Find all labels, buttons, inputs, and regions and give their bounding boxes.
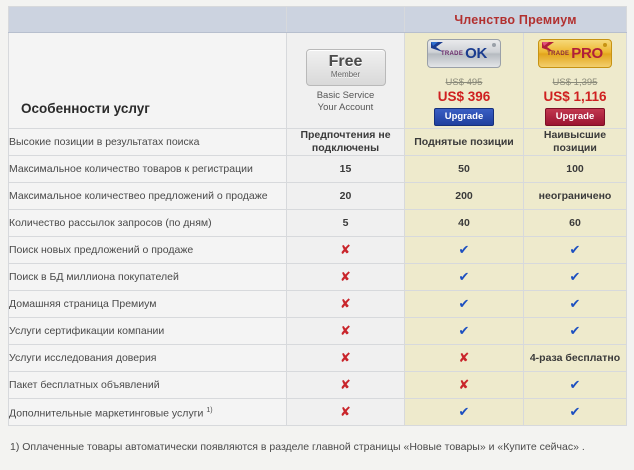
feature-label xyxy=(9,345,287,372)
cross-icon: ✘ xyxy=(340,349,351,365)
feature-label xyxy=(9,156,287,183)
feature-label xyxy=(9,318,287,345)
feature-label xyxy=(9,291,287,318)
check-icon: ✔ xyxy=(458,241,470,257)
trade-ok-badge-big: OK xyxy=(465,44,488,62)
cell-pro xyxy=(524,345,627,372)
cell-ok xyxy=(405,399,524,426)
table-row xyxy=(9,345,627,372)
cell-ok xyxy=(405,183,524,210)
cross-icon: ✘ xyxy=(340,322,351,338)
trade-ok-badge-icon xyxy=(427,39,501,68)
cell-free xyxy=(287,237,405,264)
plan-pro-cell xyxy=(524,33,627,129)
page-title: Особенности услуг xyxy=(21,101,150,116)
cell-ok xyxy=(405,318,524,345)
feature-label-text: Поиск в БД миллиона покупателей xyxy=(9,270,179,283)
trade-ok-badge-small: TRADE xyxy=(440,50,464,57)
band-blank-left xyxy=(9,7,287,33)
cross-icon: ✘ xyxy=(458,376,470,392)
free-sub-line-2: Your Account xyxy=(317,102,374,113)
cross-icon: ✘ xyxy=(340,376,351,392)
premium-membership-header: Членство Премиум xyxy=(405,7,627,33)
cell-ok xyxy=(405,264,524,291)
check-icon: ✔ xyxy=(569,241,581,257)
cross-icon: ✘ xyxy=(340,295,351,311)
cell-free xyxy=(287,372,405,399)
cell-free xyxy=(287,183,405,210)
cell-value: 100 xyxy=(566,162,584,175)
feature-label-text: Домашняя страница Премиум xyxy=(9,297,157,310)
cell-ok xyxy=(405,237,524,264)
feature-label xyxy=(9,399,287,426)
cell-value: 60 xyxy=(569,216,581,229)
check-icon: ✔ xyxy=(569,376,581,392)
plan-free-cell xyxy=(287,33,405,129)
table-row xyxy=(9,399,627,426)
cell-ok xyxy=(405,372,524,399)
feature-label-text: Максимальное количество товаров к регистрации xyxy=(9,162,253,175)
band-blank-free xyxy=(287,7,405,33)
cell-pro xyxy=(524,291,627,318)
feature-label-text: Количество рассылок запросов (по дням) xyxy=(9,216,212,229)
check-icon: ✔ xyxy=(458,322,470,338)
cell-value: Предпочтения не подключены xyxy=(300,129,391,154)
trade-pro-badge-text xyxy=(539,45,611,63)
feature-label-text: Услуги исследования доверия xyxy=(9,351,157,364)
cell-pro xyxy=(524,318,627,345)
cell-value: 20 xyxy=(339,189,352,202)
cell-pro xyxy=(524,399,627,426)
check-icon: ✔ xyxy=(569,403,581,419)
plan-ok-cell xyxy=(405,33,524,129)
feature-label xyxy=(9,264,287,291)
footnote: 1) Оплаченные товары автоматически появляются в разделе главной страницы «Новые товары» и «Купите сейчас» . xyxy=(10,441,585,453)
pro-new-price: US$ 1,116 xyxy=(543,88,607,104)
feature-label xyxy=(9,210,287,237)
feature-footnote-marker: 1) xyxy=(206,406,213,414)
cell-pro xyxy=(524,264,627,291)
cell-free xyxy=(287,156,405,183)
cross-icon: ✘ xyxy=(458,349,470,365)
trade-ok-badge-text xyxy=(428,45,500,63)
free-badge-subtitle: Member xyxy=(330,70,361,79)
check-icon: ✔ xyxy=(458,295,470,311)
cell-free xyxy=(287,264,405,291)
feature-label xyxy=(9,372,287,399)
trade-pro-badge-icon xyxy=(538,39,612,68)
cell-pro xyxy=(524,156,627,183)
table-row xyxy=(9,237,627,264)
check-icon: ✔ xyxy=(458,268,470,284)
cell-pro xyxy=(524,372,627,399)
top-band-row xyxy=(9,7,627,33)
cell-free xyxy=(287,210,405,237)
table-row xyxy=(9,129,627,156)
cell-value: Поднятые позиции xyxy=(414,135,514,148)
cell-ok xyxy=(405,345,524,372)
cell-ok xyxy=(405,291,524,318)
cell-value: 50 xyxy=(458,162,470,175)
cell-pro xyxy=(524,237,627,264)
cell-free xyxy=(287,345,405,372)
cell-free xyxy=(287,129,405,156)
pro-upgrade-button[interactable]: Upgrade xyxy=(545,108,606,126)
feature-label-text: Поиск новых предложений о продаже xyxy=(9,243,194,256)
feature-label-text: Максимальное количествео предложений о продаже xyxy=(9,189,268,202)
ok-new-price: US$ 396 xyxy=(437,88,491,104)
cell-value: 200 xyxy=(455,189,473,202)
table-row xyxy=(9,210,627,237)
cross-icon: ✘ xyxy=(340,403,351,419)
table-row xyxy=(9,372,627,399)
ok-old-price: US$ 495 xyxy=(445,76,483,88)
cell-free xyxy=(287,318,405,345)
table-row xyxy=(9,264,627,291)
free-sub-line-1: Basic Service xyxy=(316,90,375,101)
cell-value: 15 xyxy=(339,162,352,175)
table-row xyxy=(9,291,627,318)
table-row xyxy=(9,183,627,210)
cell-free xyxy=(287,399,405,426)
check-icon: ✔ xyxy=(569,268,581,284)
feature-label xyxy=(9,183,287,210)
cell-value: 40 xyxy=(458,216,470,229)
cross-icon: ✘ xyxy=(340,241,351,257)
free-badge-title: Free xyxy=(328,53,363,70)
plan-comparison-table xyxy=(8,6,627,426)
feature-label xyxy=(9,129,287,156)
feature-label xyxy=(9,237,287,264)
cell-pro xyxy=(524,183,627,210)
cell-ok xyxy=(405,129,524,156)
cell-value: 4-раза бесплатно xyxy=(529,351,621,364)
feature-label-text: Дополнительные маркетинговые услуги xyxy=(9,407,204,420)
cell-value: 5 xyxy=(342,216,349,229)
free-member-badge xyxy=(306,49,386,86)
feature-label-text: Услуги сертификации компании xyxy=(9,324,165,337)
cell-pro xyxy=(524,129,627,156)
cell-ok xyxy=(405,210,524,237)
trade-pro-badge-big: PRO xyxy=(571,44,603,62)
check-icon: ✔ xyxy=(569,322,581,338)
trade-pro-badge-small: TRADE xyxy=(547,50,570,57)
cell-value: Наивысшие позиции xyxy=(543,129,607,154)
ok-upgrade-button[interactable]: Upgrade xyxy=(434,108,495,126)
table-row xyxy=(9,156,627,183)
table-row xyxy=(9,318,627,345)
cell-pro xyxy=(524,210,627,237)
cell-value: неограничено xyxy=(538,189,612,202)
feature-rows xyxy=(9,129,627,426)
pro-old-price: US$ 1,395 xyxy=(552,76,598,88)
cell-ok xyxy=(405,156,524,183)
cell-free xyxy=(287,291,405,318)
features-title-cell xyxy=(9,33,287,129)
check-icon: ✔ xyxy=(458,403,470,419)
check-icon: ✔ xyxy=(569,295,581,311)
feature-label-text: Высокие позиции в результатах поиска xyxy=(9,135,200,148)
feature-label-text: Пакет бесплатных объявлений xyxy=(9,378,160,391)
cross-icon: ✘ xyxy=(340,268,351,284)
plan-header-row xyxy=(9,33,627,129)
